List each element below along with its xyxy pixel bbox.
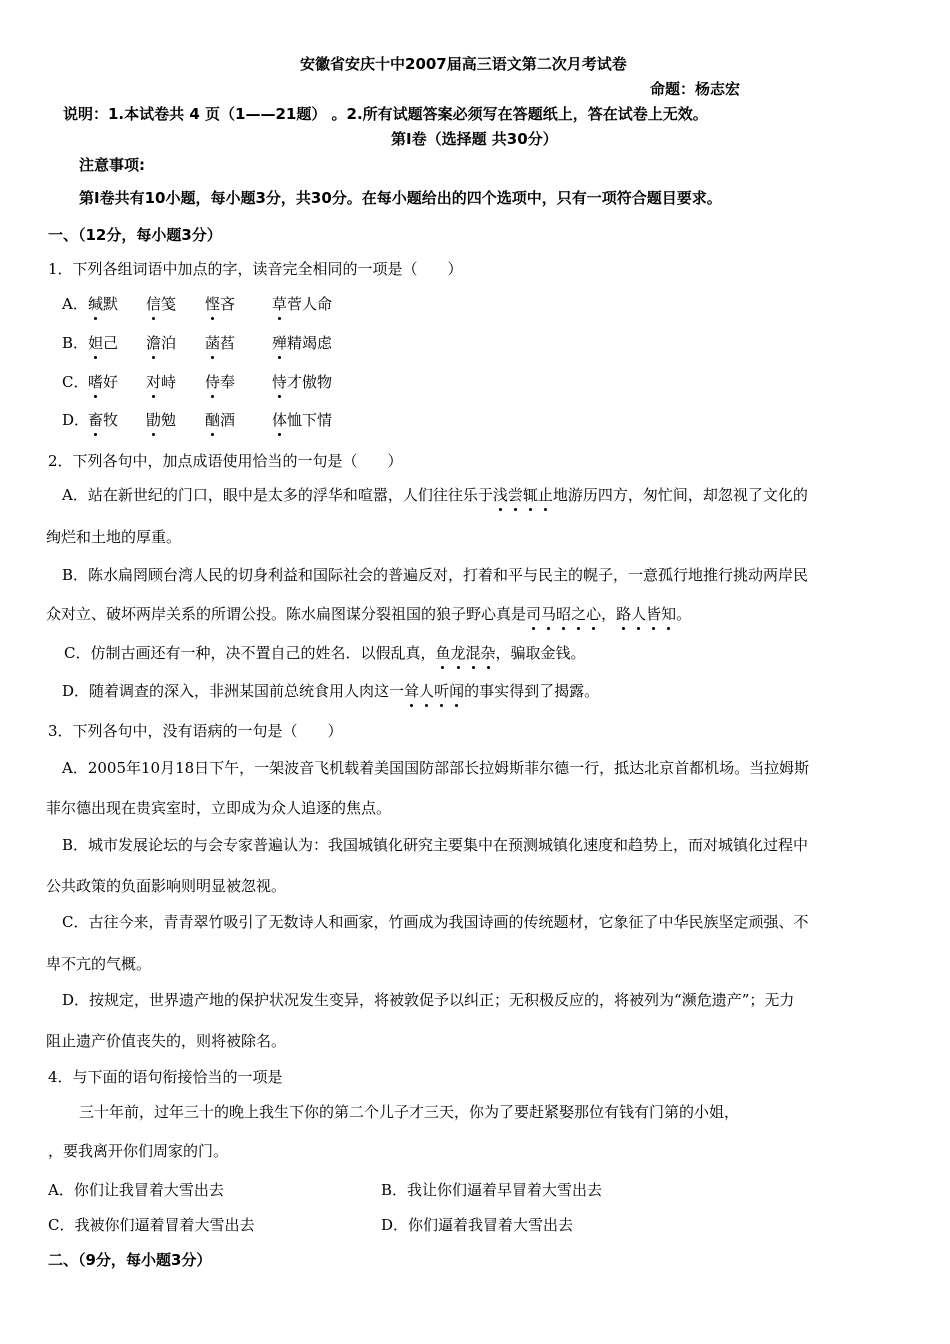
q3-stem: 3．下列各句中，没有语病的一句是（ ） [48, 722, 343, 740]
q2-option-b: B．陈水扁罔顾台湾人民的切身利益和国际社会的普遍反对，打着和平与民主的幌子，一意孤行地推行挑动两岸民 [62, 566, 809, 584]
q2-option-b-cont [46, 604, 691, 624]
option-word: 对峙 [146, 373, 177, 391]
option-word: 体恤下情 [272, 411, 333, 429]
option-word: 悭吝 [205, 295, 236, 313]
q2-stem: 2．下列各句中，加点成语使用恰当的一句是（ ） [48, 452, 403, 470]
text: 众对立、破坏两岸关系的所谓公投。陈水扁图谋分裂祖国的狼子野心真是 [46, 605, 527, 623]
option-word: 恃才傲物 [272, 373, 333, 391]
dotted-idiom: 鱼龙混杂 [435, 644, 496, 662]
section-heading-2: 二、（9分，每小题3分） [48, 1251, 212, 1269]
volume-heading: 第Ⅰ卷（选择题 共30分） [391, 130, 558, 148]
option-word: 草菅人命 [272, 295, 333, 313]
q4-passage: 三十年前，过年三十的晚上我生下你的第二个儿子才三天，你为了要赶紧娶那位有钱有门第的小姐， [79, 1103, 740, 1121]
text: D．随着调查的深入，非洲某国前总统食用人肉这一 [62, 682, 405, 700]
q4-option-d: D．你们逼着我冒着大雪出去 [381, 1216, 574, 1234]
author-line: 命题：杨志宏 [650, 80, 741, 98]
option-word: 缄默 [88, 295, 119, 313]
option-word: 信笺 [146, 295, 177, 313]
option-word: 嗜好 [88, 373, 119, 391]
text: C．仿制古画还有一种，决不置自己的姓名．以假乱真， [64, 644, 436, 662]
exam-title: 安徽省安庆十中2007届高三语文第二次月考试卷 [300, 55, 627, 73]
option-label: B． [62, 334, 89, 352]
option-word: 侍奉 [205, 373, 236, 391]
q4-option-a: A．你们让我冒着大雪出去 [48, 1181, 224, 1199]
option-word: 菡萏 [205, 334, 236, 352]
exam-note: 说明：1.本试卷共 4 页（1——21题） 。2.所有试题答案必须写在答题纸上，答在试卷上无效。 [63, 105, 708, 123]
instruction-text: 第Ⅰ卷共有10小题，每小题3分，共30分。在每小题给出的四个选项中，只有一项符合题目要求。 [79, 189, 722, 207]
q2-option-a [62, 485, 808, 505]
q3-option-d: D．按规定，世界遗产地的保护状况发生变异，将被敦促予以纠正；无积极反应的，将被列为“濒危遗产”；无力 [62, 991, 795, 1009]
option-word: 勖勉 [146, 411, 177, 429]
q3-option-b: B．城市发展论坛的与会专家普遍认为：我国城镇化研究主要集中在预测城镇化速度和趋势上，而对城镇化过程中 [62, 836, 809, 854]
q4-option-c: C．我被你们逼着冒着大雪出去 [48, 1216, 255, 1234]
option-label: D． [62, 411, 90, 429]
text: ，骗取金钱。 [495, 644, 586, 662]
q3-option-d-cont: 阻止遗产价值丧失的，则将被除名。 [46, 1032, 287, 1050]
text: 的事实得到了揭露。 [464, 682, 600, 700]
q3-option-c-cont: 卑不亢的气概。 [46, 955, 152, 973]
q3-option-a: A．2005年10月18日下午，一架波音飞机载着美国国防部部长拉姆斯菲尔德一行，抵达北京首都机场。当拉姆斯 [62, 759, 810, 777]
q3-option-a-cont: 菲尔德出现在贵宾室时，立即成为众人追逐的焦点。 [46, 799, 392, 817]
q4-stem: 4．与下面的语句衔接恰当的一项是 [48, 1068, 283, 1086]
dotted-idiom: 耸人听闻 [404, 682, 465, 700]
q2-option-d [62, 681, 599, 701]
dotted-idiom: 浅尝辄止 [492, 486, 553, 504]
q2-option-a-cont: 绚烂和土地的厚重。 [46, 528, 182, 546]
option-label: C． [62, 373, 89, 391]
attention-label: 注意事项: [79, 156, 145, 174]
dotted-idiom: 司马昭之心，路人皆知 [526, 605, 677, 623]
q1-stem: 1．下列各组词语中加点的字，读音完全相同的一项是（ ） [48, 260, 463, 278]
text: A．站在新世纪的门口，眼中是太多的浮华和喧嚣，人们往往乐于 [62, 486, 493, 504]
section-heading-1: 一、（12分，每小题3分） [48, 226, 222, 244]
option-word: 畜牧 [88, 411, 119, 429]
option-word: 澹泊 [146, 334, 177, 352]
q2-option-c [64, 643, 586, 663]
option-word: 酗酒 [205, 411, 236, 429]
q3-option-b-cont: 公共政策的负面影响则明显被忽视。 [46, 877, 287, 895]
q4-option-b: B．我让你们逼着早冒着大雪出去 [381, 1181, 603, 1199]
option-label: A． [62, 295, 88, 313]
text: 。 [676, 605, 692, 623]
option-word: 妲己 [88, 334, 119, 352]
q3-option-c: C．古往今来，青青翠竹吸引了无数诗人和画家，竹画成为我国诗画的传统题材，它象征了中华民族坚定顽强、不 [62, 913, 809, 931]
text: 地游历四方，匆忙间，却忽视了文化的 [552, 486, 808, 504]
option-word: 殚精竭虑 [272, 334, 333, 352]
q4-passage-cont: ，要我离开你们周家的门。 [48, 1142, 229, 1160]
